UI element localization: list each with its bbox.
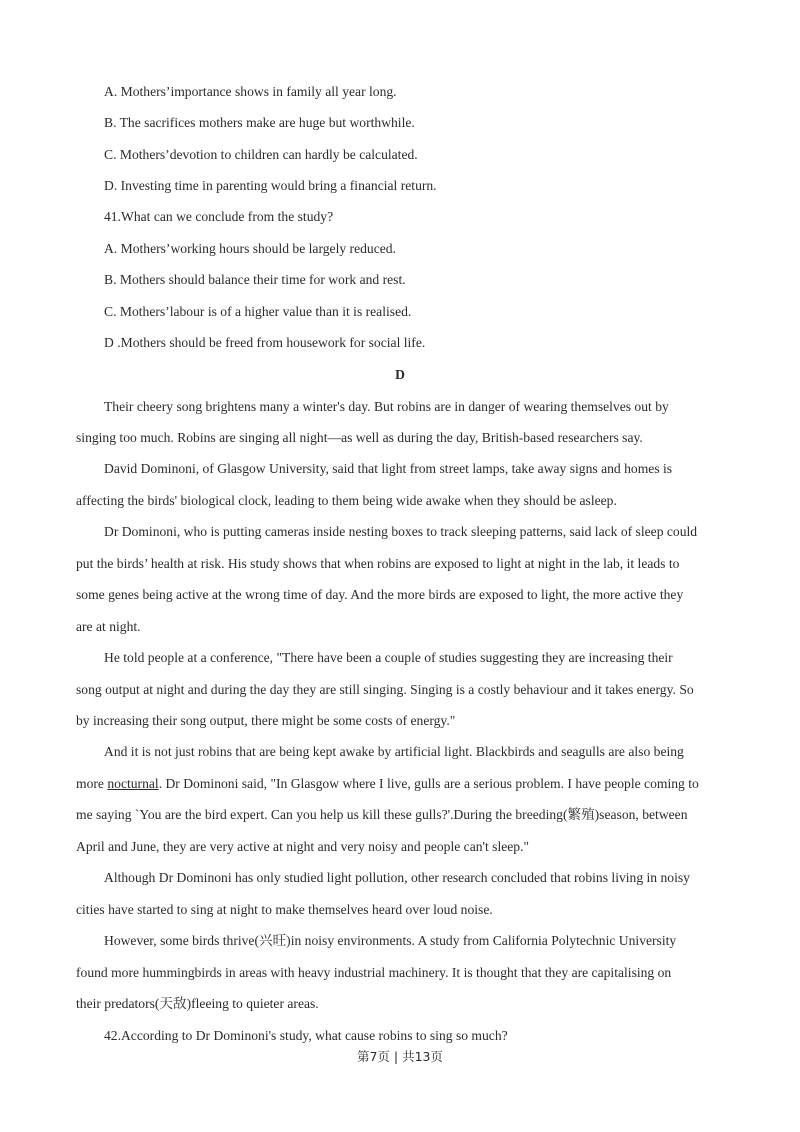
passage-line: Dr Dominoni, who is putting cameras inside nesting boxes to track sleeping patterns, said lack of sleep could bbox=[104, 524, 698, 539]
passage-line: cities have started to sing at night to make themselves heard over loud noise. bbox=[76, 902, 493, 917]
passage-line: song output at night and during the day they are still singing. Singing is a costly behaviour and it takes energy. So bbox=[76, 682, 694, 697]
q40-option-d: D. Investing time in parenting would bring a financial return. bbox=[104, 178, 437, 193]
passage-line: Although Dr Dominoni has only studied light pollution, other research concluded that robins living in noisy bbox=[104, 870, 690, 885]
q40-option-b: B. The sacrifices mothers make are huge but worthwhile. bbox=[104, 115, 415, 130]
passage-line: April and June, they are very active at night and very noisy and people can't sleep." bbox=[76, 839, 530, 854]
passage-line: some genes being active at the wrong time of day. And the more birds are exposed to light, the more active they bbox=[76, 587, 684, 602]
q41-option-d: D .Mothers should be freed from housework for social life. bbox=[104, 335, 426, 350]
q40-option-c: C. Mothers’devotion to children can hardly be calculated. bbox=[104, 147, 418, 162]
passage-line: singing too much. Robins are singing all night—as well as during the day, British-based researchers say. bbox=[76, 430, 643, 445]
passage-line: put the birds’ health at risk. His study shows that when robins are exposed to light at night in the lab, it leads to bbox=[76, 556, 680, 571]
page-footer: 第7页 | 共13页 bbox=[356, 1049, 444, 1064]
section-heading-d: D bbox=[395, 367, 405, 382]
passage-line: And it is not just robins that are being kept awake by artificial light. Blackbirds and seagulls are also being bbox=[104, 744, 684, 759]
underlined-word-nocturnal: nocturnal bbox=[107, 776, 159, 791]
q41-option-c: C. Mothers’labour is of a higher value than it is realised. bbox=[104, 304, 412, 319]
q42-question: 42.According to Dr Dominoni's study, what cause robins to sing so much? bbox=[104, 1028, 508, 1043]
passage-line: me saying `You are the bird expert. Can you help us kill these gulls?'.During the breeding(繁殖)season, between bbox=[76, 807, 688, 822]
passage-line: affecting the birds' biological clock, leading to them being wide awake when they should be asleep. bbox=[76, 493, 617, 508]
passage-line: David Dominoni, of Glasgow University, said that light from street lamps, take away signs and homes is bbox=[104, 461, 673, 476]
q41-option-b: B. Mothers should balance their time for work and rest. bbox=[104, 272, 406, 287]
passage-text: . Dr Dominoni said, "In Glasgow where I live, gulls are a serious problem. I have people coming to bbox=[158, 776, 699, 791]
passage-line: He told people at a conference, "There have been a couple of studies suggesting they are increasing their bbox=[104, 650, 673, 665]
q41-option-a: A. Mothers’working hours should be largely reduced. bbox=[104, 241, 396, 256]
q41-question: 41.What can we conclude from the study? bbox=[104, 209, 334, 224]
passage-line: found more hummingbirds in areas with heavy industrial machinery. It is thought that they are capitalising on bbox=[76, 965, 672, 980]
passage-line: Their cheery song brightens many a winter's day. But robins are in danger of wearing themselves out by bbox=[104, 399, 669, 414]
q40-option-a: A. Mothers’importance shows in family all year long. bbox=[104, 84, 397, 99]
passage-line: However, some birds thrive(兴旺)in noisy environments. A study from California Polytechnic University bbox=[104, 933, 677, 948]
passage-line: are at night. bbox=[76, 619, 141, 634]
passage-text: more bbox=[76, 776, 108, 791]
passage-line: their predators(天敌)fleeing to quieter areas. bbox=[76, 996, 319, 1011]
passage-line bbox=[76, 775, 724, 793]
passage-line: by increasing their song output, there might be some costs of energy." bbox=[76, 713, 456, 728]
